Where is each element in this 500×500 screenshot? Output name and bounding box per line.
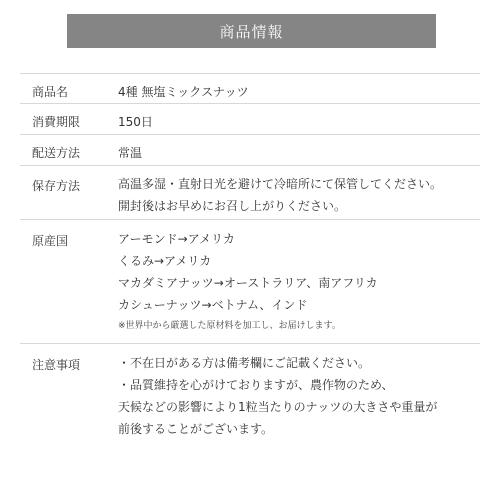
spec-row-shipping bbox=[20, 135, 480, 166]
spec-label: 消費期限 bbox=[32, 115, 81, 129]
spec-row-origin bbox=[20, 220, 480, 344]
notes-line: ・品質維持を心がけておりますが、農作物のため、 bbox=[118, 378, 394, 392]
spec-value: 常温 bbox=[118, 146, 143, 160]
spec-value bbox=[118, 220, 480, 343]
spec-label: 保存方法 bbox=[32, 179, 81, 193]
spec-label: 配送方法 bbox=[32, 146, 81, 160]
section-header bbox=[67, 14, 436, 48]
spec-label: 注意事項 bbox=[32, 358, 81, 372]
notes-line: 天候などの影響により1粒当たりのナッツの大きさや重量が bbox=[118, 400, 438, 414]
origin-line: マカダミアナッツ→オーストラリア、南アフリカ bbox=[118, 276, 378, 290]
origin-line: くるみ→アメリカ bbox=[118, 254, 212, 268]
origin-line: カシューナッツ→ベトナム、インド bbox=[118, 298, 308, 312]
spec-value bbox=[118, 166, 480, 219]
spec-value: 150日 bbox=[118, 115, 153, 129]
spec-row-notes bbox=[20, 344, 480, 454]
storage-line: 開封後はお早めにお召し上がりください。 bbox=[118, 199, 347, 213]
notes-line: 前後することがございます。 bbox=[118, 422, 274, 436]
section-title: 商品情報 bbox=[219, 22, 284, 41]
origin-line: アーモンド→アメリカ bbox=[118, 232, 235, 246]
spec-row-expiry bbox=[20, 104, 480, 135]
spec-value: 4種 無塩ミックスナッツ bbox=[118, 85, 249, 99]
storage-line: 高温多湿・直射日光を避けて冷暗所にて保管してください。 bbox=[118, 177, 443, 191]
spec-label: 商品名 bbox=[32, 85, 69, 99]
product-spec-table bbox=[20, 73, 480, 454]
spec-label: 原産国 bbox=[32, 234, 69, 248]
origin-note: ※世界中から厳選した原材料を加工し、お届けします。 bbox=[118, 321, 341, 331]
spec-value bbox=[118, 344, 480, 454]
spec-row-storage bbox=[20, 166, 480, 220]
spec-row-product-name bbox=[20, 73, 480, 104]
notes-line: ・不在日がある方は備考欄にご記載ください。 bbox=[118, 356, 371, 370]
